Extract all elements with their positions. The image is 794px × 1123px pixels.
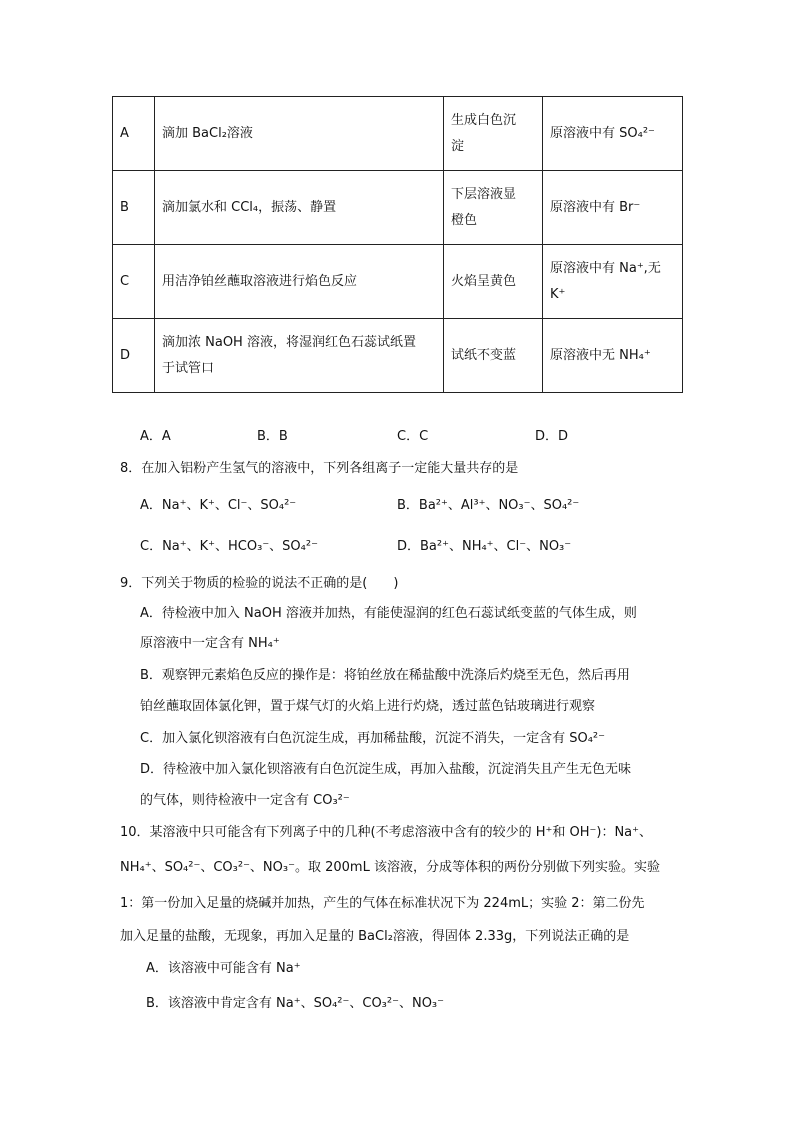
q7-option-a: A．A xyxy=(140,429,171,444)
q10-stem-line3: 1：第一份加入足量的烧碱并加热，产生的气体在标准状况下为 224mL；实验 2：第二份先 xyxy=(120,896,645,911)
row-phenomenon: 生成白色沉 淀 xyxy=(444,97,543,171)
q8-option-d: D．Ba²⁺、NH₄⁺、Cl⁻、NO₃⁻ xyxy=(397,539,572,554)
q9-option-c: C．加入氯化钡溶液有白色沉淀生成，再加稀盐酸，沉淀不消失，一定含有 SO₄²⁻ xyxy=(140,731,605,746)
q10-option-b: B．该溶液中肯定含有 Na⁺、SO₄²⁻、CO₃²⁻、NO₃⁻ xyxy=(146,996,444,1011)
q7-option-d: D．D xyxy=(535,429,569,444)
table-row xyxy=(113,245,683,319)
q8-option-c: C．Na⁺、K⁺、HCO₃⁻、SO₄²⁻ xyxy=(140,539,318,554)
q10-stem-line2: NH₄⁺、SO₄²⁻、CO₃²⁻、NO₃⁻。取 200mL 该溶液，分成等体积的两份分别做下列实验。实验 xyxy=(120,860,660,875)
q8-stem: 8．在加入铝粉产生氢气的溶液中，下列各组离子一定能大量共存的是 xyxy=(120,461,519,476)
q9-option-d-line2: 的气体，则待检液中一定含有 CO₃²⁻ xyxy=(140,793,350,808)
experiment-table xyxy=(112,96,683,393)
row-conclusion: 原溶液中无 NH₄⁺ xyxy=(543,319,683,393)
row-conclusion: 原溶液中有 Br⁻ xyxy=(543,171,683,245)
q9-stem: 9．下列关于物质的检验的说法不正确的是( ) xyxy=(120,576,399,591)
row-letter: C xyxy=(113,245,155,319)
q9-option-d-line1: D．待检液中加入氯化钡溶液有白色沉淀生成，再加入盐酸，沉淀消失且产生无色无味 xyxy=(140,762,632,777)
row-letter: A xyxy=(113,97,155,171)
q9-option-a-line2: 原溶液中一定含有 NH₄⁺ xyxy=(140,636,280,651)
row-phenomenon: 火焰呈黄色 xyxy=(444,245,543,319)
q9-option-a-line1: A．待检液中加入 NaOH 溶液并加热，有能使湿润的红色石蕊试纸变蓝的气体生成，则 xyxy=(140,606,637,621)
q7-option-c: C．C xyxy=(397,429,429,444)
row-phenomenon: 下层溶液显 橙色 xyxy=(444,171,543,245)
table-row xyxy=(113,171,683,245)
q8-option-b: B．Ba²⁺、Al³⁺、NO₃⁻、SO₄²⁻ xyxy=(397,498,580,513)
table-row xyxy=(113,319,683,393)
row-phenomenon: 试纸不变蓝 xyxy=(444,319,543,393)
row-conclusion: 原溶液中有 SO₄²⁻ xyxy=(543,97,683,171)
row-operation: 滴加浓 NaOH 溶液，将湿润红色石蕊试纸置 于试管口 xyxy=(155,319,444,393)
row-operation: 滴加 BaCl₂溶液 xyxy=(155,97,444,171)
row-letter: D xyxy=(113,319,155,393)
row-operation: 用洁净铂丝蘸取溶液进行焰色反应 xyxy=(155,245,444,319)
table-row xyxy=(113,97,683,171)
q9-option-b-line1: B．观察钾元素焰色反应的操作是：将铂丝放在稀盐酸中洗涤后灼烧至无色，然后再用 xyxy=(140,668,630,683)
row-conclusion: 原溶液中有 Na⁺,无 K⁺ xyxy=(543,245,683,319)
q10-stem-line4: 加入足量的盐酸，无现象，再加入足量的 BaCl₂溶液，得固体 2.33g，下列说法正确的是 xyxy=(120,929,630,944)
q7-option-b: B．B xyxy=(257,429,288,444)
q8-option-a: A．Na⁺、K⁺、Cl⁻、SO₄²⁻ xyxy=(140,498,297,513)
row-operation: 滴加氯水和 CCl₄，振荡、静置 xyxy=(155,171,444,245)
q10-option-a: A．该溶液中可能含有 Na⁺ xyxy=(146,961,301,976)
q9-option-b-line2: 铂丝蘸取固体氯化钾，置于煤气灯的火焰上进行灼烧，透过蓝色钴玻璃进行观察 xyxy=(140,699,596,714)
row-letter: B xyxy=(113,171,155,245)
q10-stem-line1: 10．某溶液中只可能含有下列离子中的几种(不考虑溶液中含有的较少的 H⁺和 OH⁻)：Na⁺、 xyxy=(120,825,653,840)
